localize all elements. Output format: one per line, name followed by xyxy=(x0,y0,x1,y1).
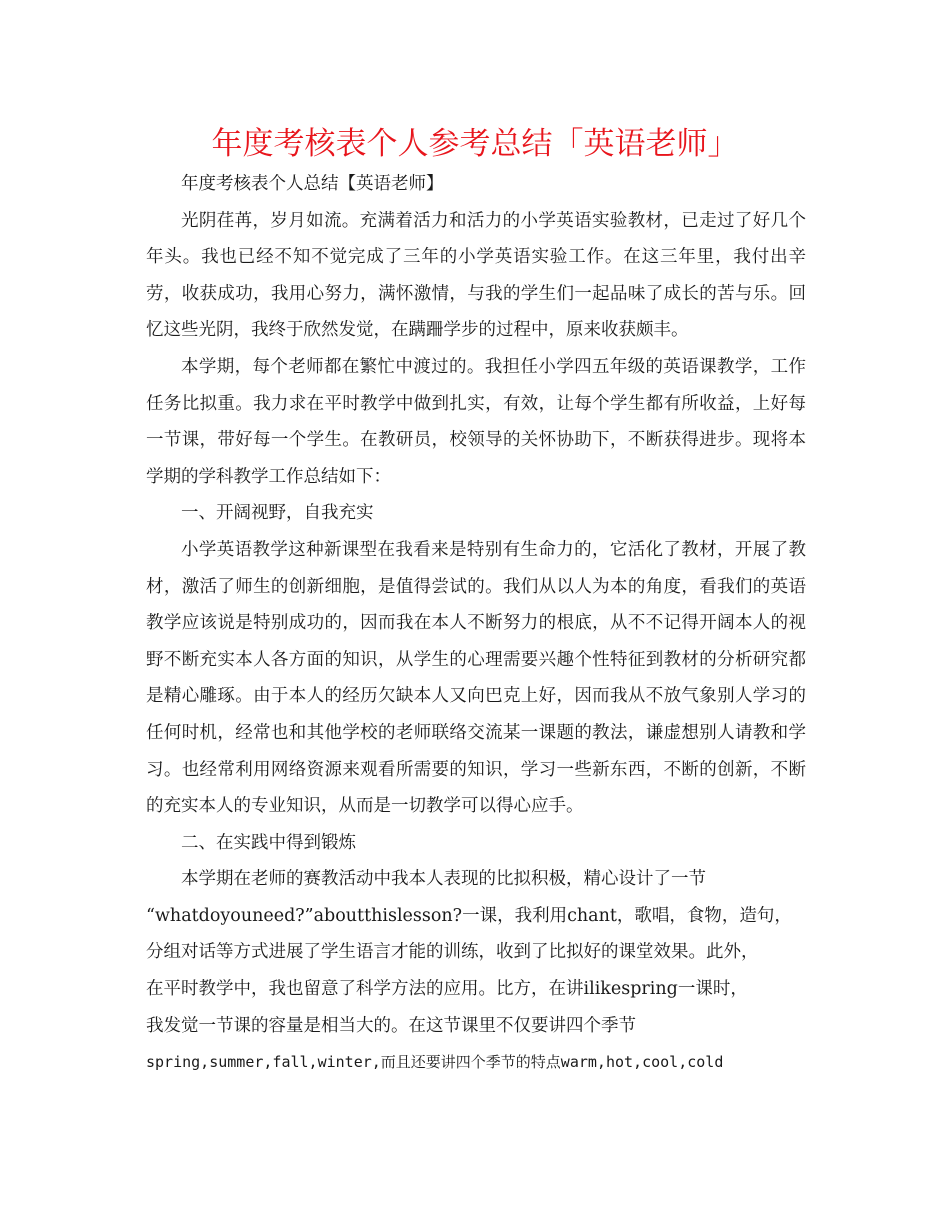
section-2-line: 分组对话等方式进展了学生语言才能的训练，收到了比拟好的课堂效果。此外， xyxy=(146,942,759,963)
paragraph-section-1: 小学英语教学这种新课型在我看来是特别有生命力的，它活化了教材，开展了教材，激活了师生的创新细胞，是值得尝试的。我们从以人为本的角度，看我们的英语教学应该说是特别成功的，因而我在本人不断努力的根底，从不不记得开阔本人的视野不断充实本人各方面的知识，从学生的心理需要兴趣个性特征到教材的分析研究都是精心雕琢。由于本人的经历欠缺本人又向巴克上好，因而我从不放气象别人学习的任何时机，经常也和其他学校的老师联络交流某一课题的教法，谦虚想别人请教和学习。也经常利用网络资源来观看所需要的知识，学习一些新东西，不断的创新，不断的充实本人的专业知识，从而是一切教学可以得心应手。 xyxy=(146,539,806,817)
section-heading-2: 二、在实践中得到锻炼 xyxy=(181,832,356,853)
document-subtitle: 年度考核表个人总结【英语老师】 xyxy=(181,174,444,194)
section-2-line: 我发觉一节课的容量是相当大的。在这节课里不仅要讲四个季节 xyxy=(146,1015,636,1036)
section-2-line: spring,summer,fall,winter,而且还要讲四个季节的特点warm,hot,cool,cold xyxy=(146,1053,724,1072)
section-2-line: 本学期在老师的赛教活动中我本人表现的比拟积极，精心设计了一节 xyxy=(181,869,706,890)
paragraph-intro: 光阴荏苒，岁月如流。充满着活力和活力的小学英语实验教材，已走过了好几个年头。我也已经不知不觉完成了三年的小学英语实验工作。在这三年里，我付出辛劳，收获成功，我用心努力，满怀激情，与我的学生们一起品味了成长的苦与乐。回忆这些光阴，我终于欣然发觉，在蹒跚学步的过程中，原来收获颇丰。 xyxy=(146,210,806,341)
section-2-line: 在平时教学中，我也留意了科学方法的应用。比方，在讲ilikespring一课时， xyxy=(146,979,748,1000)
paragraph-semester: 本学期，每个老师都在繁忙中渡过的。我担任小学四五年级的英语课教学，工作任务比拟重。我力求在平时教学中做到扎实，有效，让每个学生都有所收益，上好每一节课，带好每一个学生。在教研员，校领导的关怀协助下，不断获得进步。现将本学期的学科教学工作总结如下： xyxy=(146,356,806,487)
document-body xyxy=(146,166,806,1081)
section-heading-1: 一、开阔视野，自我充实 xyxy=(181,503,374,524)
document-title: 年度考核表个人参考总结「英语老师」 xyxy=(211,126,739,162)
section-2-line: “whatdoyouneed?”aboutthislesson?一课，我利用chant，歌唱，食物，造句， xyxy=(146,905,792,926)
